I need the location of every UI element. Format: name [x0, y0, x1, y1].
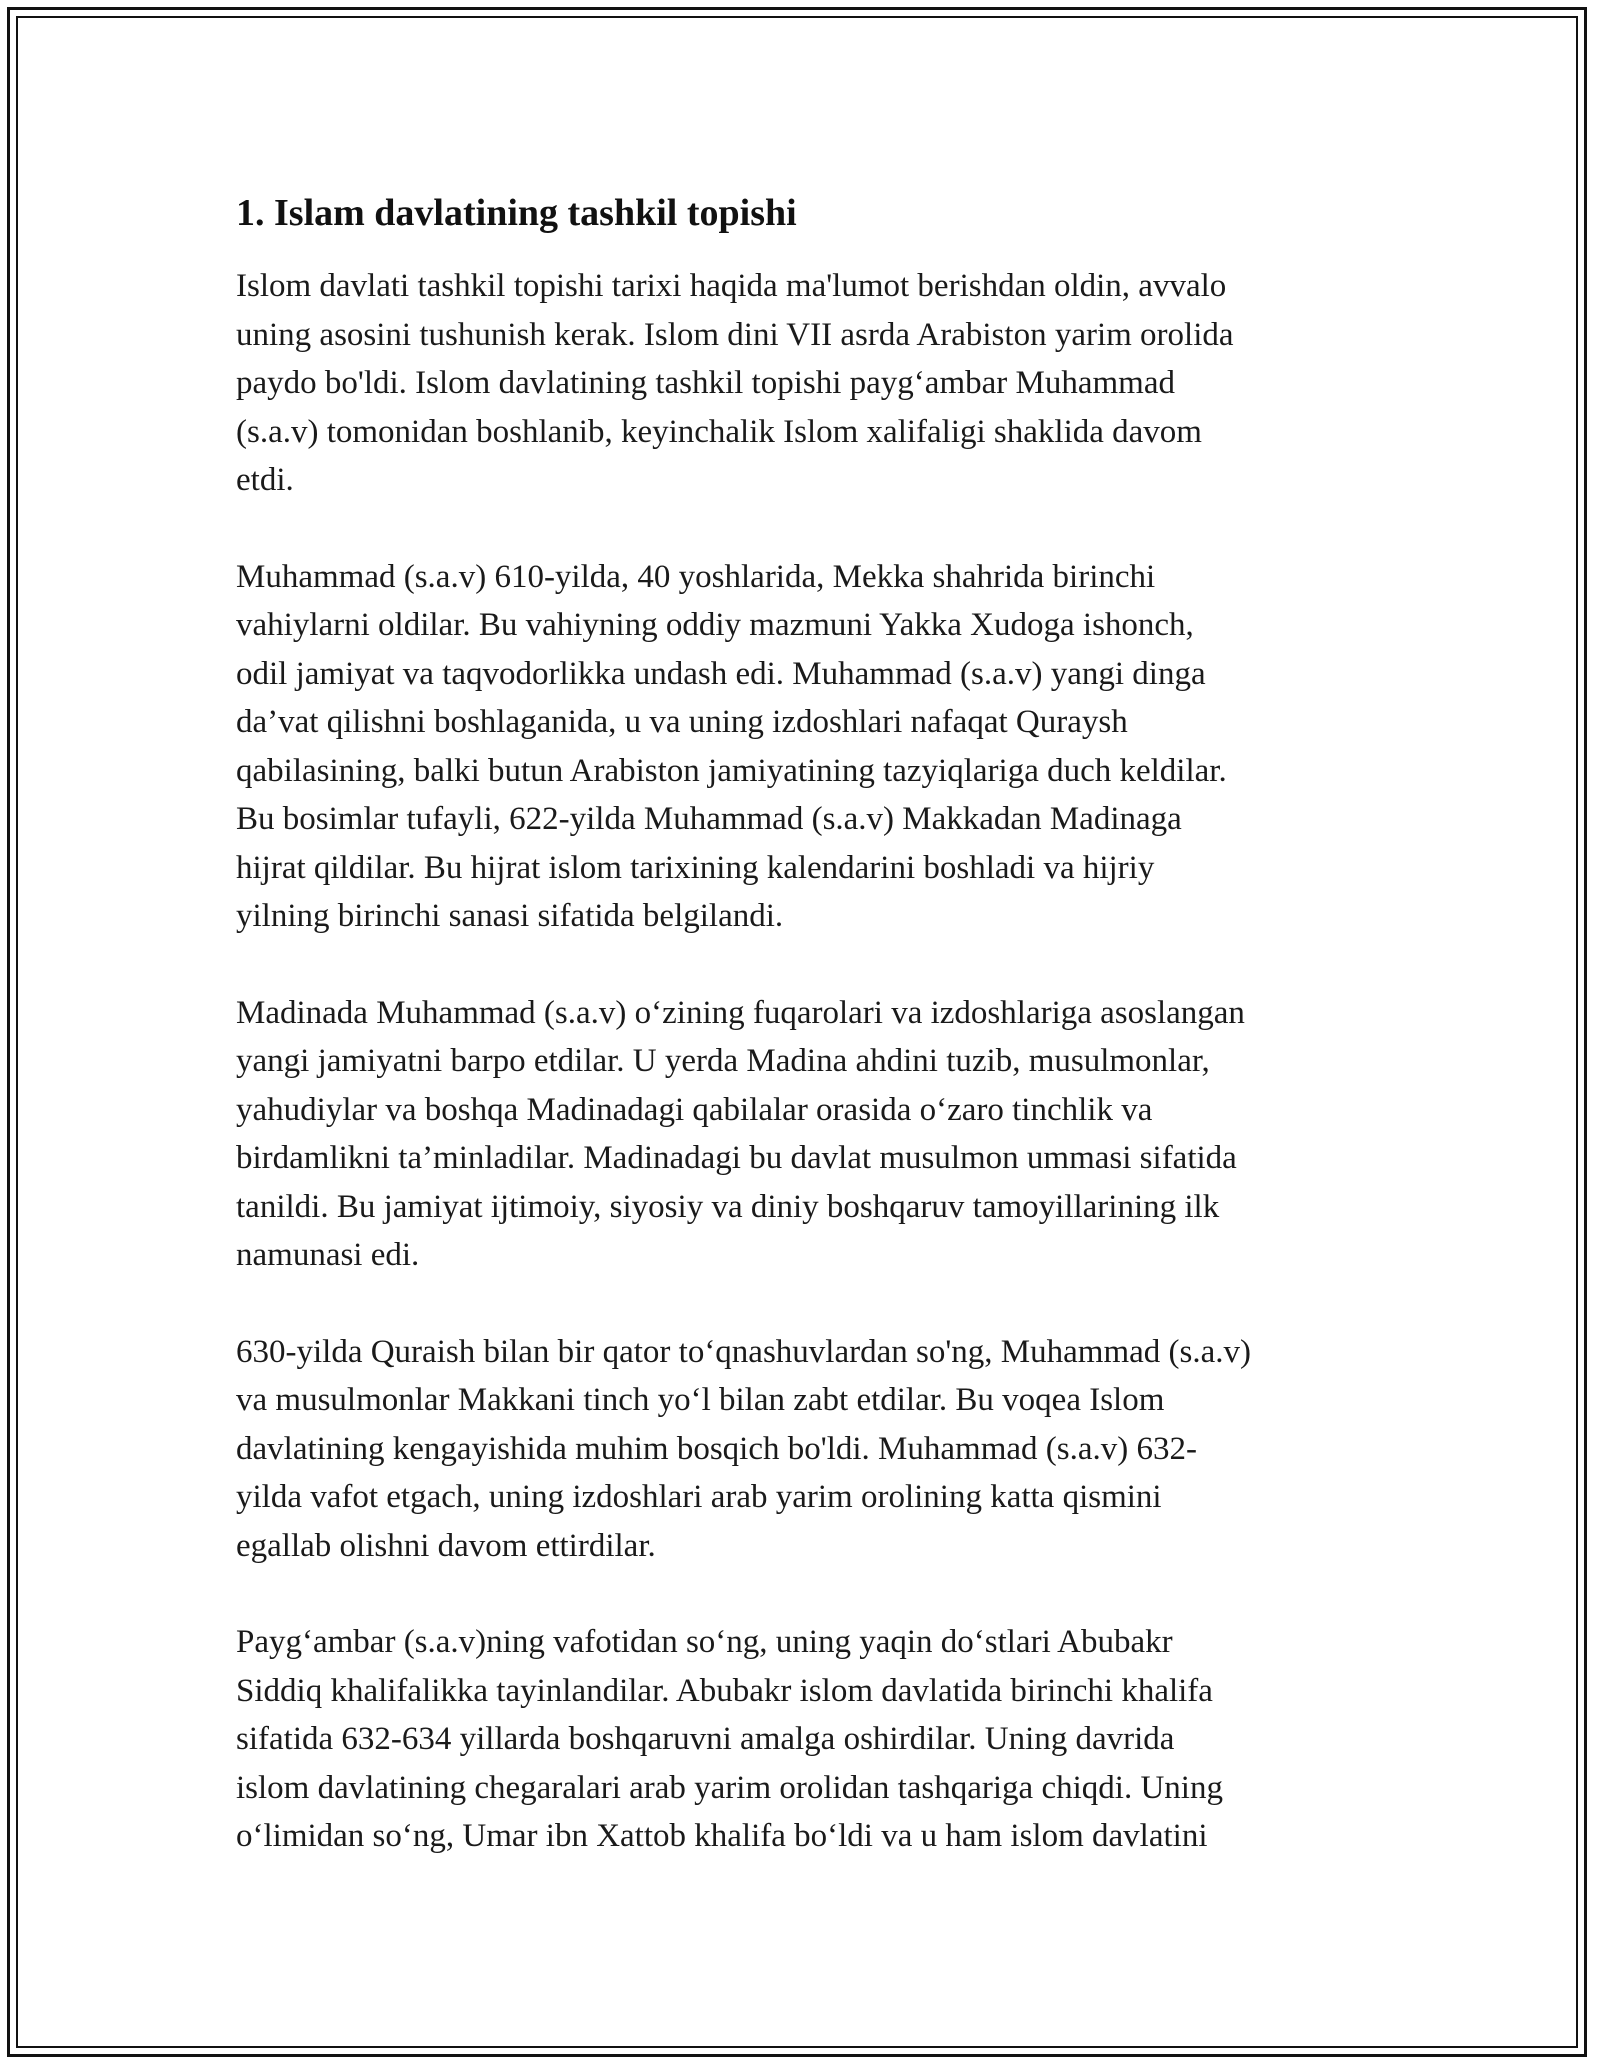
paragraph-line: yilda vafot etgach, uning izdoshlari arab yarim orolining katta qismini: [236, 1479, 1162, 1515]
paragraph-line: birdamlikni ta’minladilar. Madinadagi bu davlat musulmon ummasi sifatida: [236, 1140, 1237, 1176]
paragraph-line: odil jamiyat va taqvodorlikka undash edi. Muhammad (s.a.v) yangi dinga: [236, 655, 1206, 692]
paragraph-line: paydo bo'ldi. Islom davlatining tashkil topishi payg‘ambar Muhammad: [236, 365, 1175, 401]
paragraph-line: Muhammad (s.a.v) 610-yilda, 40 yoshlarida, Mekka shahrida birinchi: [236, 558, 1156, 595]
paragraph-line: yangi jamiyatni barpo etdilar. U yerda Madina ahdini tuzib, musulmonlar,: [236, 1043, 1210, 1079]
paragraph-1: [236, 262, 1386, 505]
paragraph-line: Islom davlati tashkil topishi tarixi haqida ma'lumot berishdan oldin, avvalo: [236, 268, 1227, 304]
paragraph-line: uning asosini tushunish kerak. Islom dini VII asrda Arabiston yarim orolida: [236, 316, 1234, 353]
paragraph-line: hijrat qildilar. Bu hijrat islom tarixining kalendarini boshladi va hijriy: [236, 849, 1155, 886]
paragraph-line: Madinada Muhammad (s.a.v) o‘zining fuqarolari va izdoshlariga asoslangan: [236, 994, 1245, 1031]
paragraph-line: tanildi. Bu jamiyat ijtimoiy, siyosiy va diniy boshqaruv tamoyillarining ilk: [236, 1188, 1220, 1225]
paragraph-5: [236, 1618, 1386, 1861]
document-body: [236, 186, 1386, 1909]
paragraph-line: da’vat qilishni boshlaganida, u va uning izdoshlari nafaqat Quraysh: [236, 704, 1128, 740]
paragraph-line: etdi.: [236, 462, 294, 498]
paragraph-line: qabilasining, balki butun Arabiston jamiyatining tazyiqlariga duch keldilar.: [236, 752, 1227, 789]
paragraph-line: egallab olishni davom ettirdilar.: [236, 1527, 656, 1564]
paragraph-line: Siddiq khalifalikka tayinlandilar. Abubakr islom davlatida birinchi khalifa: [236, 1672, 1213, 1709]
paragraph-line: yilning birinchi sanasi sifatida belgilandi.: [236, 898, 784, 934]
paragraph-line: Payg‘ambar (s.a.v)ning vafotidan so‘ng, uning yaqin do‘stlari Abubakr: [236, 1624, 1173, 1660]
paragraph-line: Bu bosimlar tufayli, 622-yilda Muhammad (s.a.v) Makkadan Madinaga: [236, 801, 1182, 837]
paragraph-line: namunasi edi.: [236, 1237, 420, 1273]
paragraph-line: o‘limidan so‘ng, Umar ibn Xattob khalifa bo‘ldi va u ham islom davlatini: [236, 1818, 1208, 1854]
section-heading: 1. Islam davlatining tashkil topishi: [236, 192, 797, 234]
paragraph-4: [236, 1328, 1386, 1571]
paragraph-line: va musulmonlar Makkani tinch yo‘l bilan zabt etdilar. Bu voqea Islom: [236, 1382, 1165, 1418]
paragraph-3: [236, 989, 1386, 1280]
paragraph-line: sifatida 632-634 yillarda boshqaruvni amalga oshirdilar. Uning davrida: [236, 1721, 1175, 1757]
paragraph-line: davlatining kengayishida muhim bosqich bo'ldi. Muhammad (s.a.v) 632-: [236, 1430, 1197, 1467]
paragraph-line: (s.a.v) tomonidan boshlanib, keyinchalik Islom xalifaligi shaklida davom: [236, 413, 1202, 450]
paragraph-line: islom davlatining chegaralari arab yarim orolidan tashqariga chiqdi. Uning: [236, 1769, 1223, 1806]
paragraph-line: yahudiylar va boshqa Madinadagi qabilalar orasida o‘zaro tinchlik va: [236, 1091, 1153, 1128]
paragraph-line: 630-yilda Quraish bilan bir qator to‘qnashuvlardan so'ng, Muhammad (s.a.v): [236, 1333, 1251, 1370]
paragraph-2: [236, 553, 1386, 941]
paragraph-line: vahiylarni oldilar. Bu vahiyning oddiy mazmuni Yakka Xudoga ishonch,: [236, 607, 1194, 643]
